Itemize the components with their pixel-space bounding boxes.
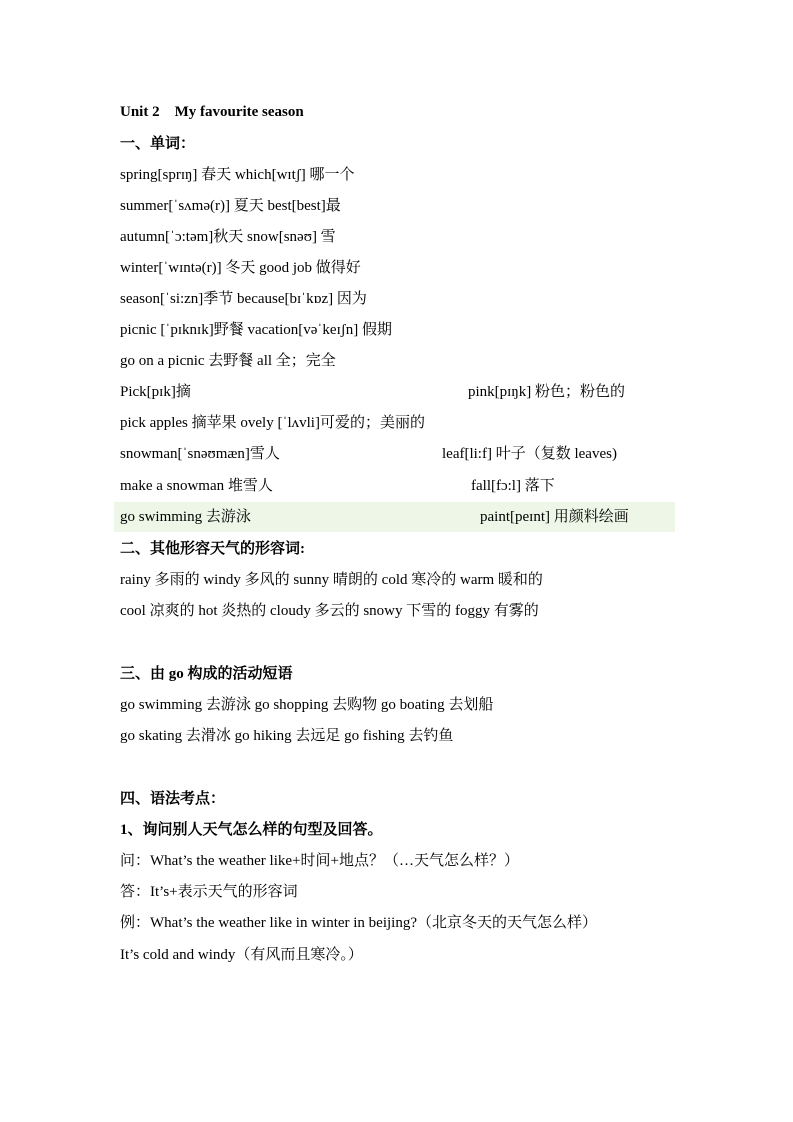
vocab-line [120,351,680,371]
go-phrase-line: go skating 去滑冰 go hiking 去远足 go fishing 去钓鱼 [120,728,454,744]
vocab-line [120,507,680,527]
vocab-left: summer[ˈsʌmə(r)] 夏天 best[best]最 [120,198,341,214]
vocab-line [120,196,680,216]
vocab-line [120,320,680,340]
section-heading-grammar: 四、语法考点： [120,791,226,807]
section-heading-weather: 二、其他形容天气的形容词: [120,541,305,557]
vocab-right: leaf[li:f] 叶子（复数 leaves) [442,446,617,462]
vocab-left: autumn[ˈɔ:təm]秋天 snow[snəʊ] 雪 [120,229,336,245]
vocab-line [120,227,680,247]
weather-line: rainy 多雨的 windy 多风的 sunny 晴朗的 cold 寒冷的 warm 暖和的 [120,572,543,588]
vocab-line [120,444,680,464]
page-title: Unit 2 My favourite season [120,104,304,120]
vocab-left: snowman[ˈsnəʊmæn]雪人 [120,446,280,462]
vocab-right: pink[pɪŋk] 粉色；粉色的 [468,384,625,400]
vocab-line [120,289,680,309]
grammar-line: It’s cold and windy（有风而且寒冷。） [120,947,363,963]
vocab-line [120,476,680,496]
vocab-line [120,258,680,278]
grammar-point: 1、询问别人天气怎么样的句型及回答。 [120,822,383,838]
section-heading-go-phrases: 三、由 go 构成的活动短语 [120,666,293,682]
go-phrase-line: go swimming 去游泳 go shopping 去购物 go boating 去划船 [120,697,494,713]
vocab-left: spring[sprɪŋ] 春天 which[wɪtʃ] 哪一个 [120,167,355,183]
vocab-right: paint[peɪnt] 用颜料绘画 [480,509,629,525]
grammar-line: 答：It’s+表示天气的形容词 [120,884,298,900]
section-heading-vocabulary: 一、单词： [120,136,196,152]
vocab-left: make a snowman 堆雪人 [120,478,273,494]
vocab-left: pick apples 摘苹果 ovely [ˈlʌvli]可爱的；美丽的 [120,415,425,431]
vocab-left: picnic [ˈpɪknɪk]野餐 vacation[vəˈkeɪʃn] 假期 [120,322,392,338]
vocab-left: winter[ˈwɪntə(r)] 冬天 good job 做得好 [120,260,361,276]
vocab-line [120,382,680,402]
grammar-line: 问：What’s the weather like+时间+地点？（…天气怎么样？） [120,853,519,869]
vocab-left: season[ˈsi:zn]季节 because[bɪˈkɒz] 因为 [120,291,367,307]
weather-line: cool 凉爽的 hot 炎热的 cloudy 多云的 snowy 下雪的 foggy 有雾的 [120,603,539,619]
grammar-line: 例：What’s the weather like in winter in beijing?（北京冬天的天气怎么样） [120,915,597,931]
vocab-line [120,413,680,433]
vocab-left: go on a picnic 去野餐 all 全；完全 [120,353,336,369]
vocab-right: fall[fɔ:l] 落下 [471,478,555,494]
vocab-left: Pick[pɪk]摘 [120,384,191,400]
vocab-left: go swimming 去游泳 [120,509,251,525]
vocab-line [120,165,680,185]
